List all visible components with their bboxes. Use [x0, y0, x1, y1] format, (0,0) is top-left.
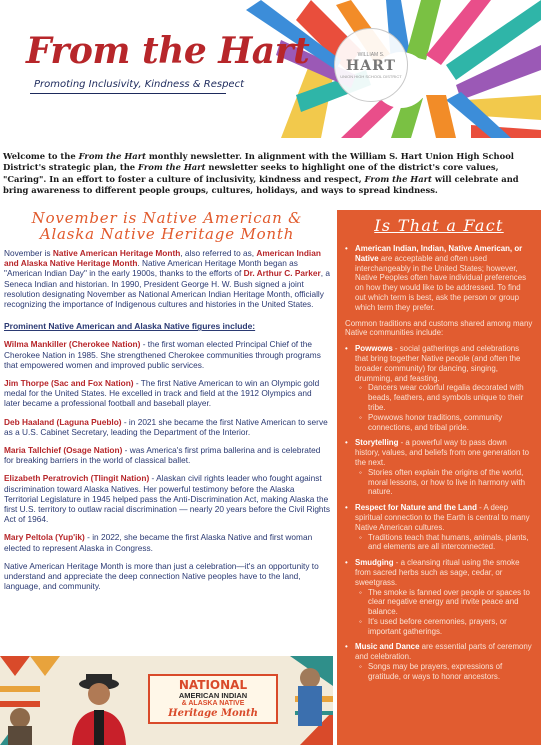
- text: , also referred to as,: [180, 248, 257, 258]
- tradition-sublist: [359, 662, 533, 682]
- tradition-term: Respect for Nature and the Land: [355, 503, 477, 513]
- tradition-subitem: ◦ It's used before ceremonies, prayers, or important gatherings.: [359, 617, 533, 637]
- text: . Native American Heritage Month began as "American Indian Day" in the early 1900s, thanks to the efforts of: [4, 258, 298, 279]
- figure-entry: [4, 378, 330, 409]
- tradition-subitem: ◦ Powwows honor traditions, community connections, and tribal pride.: [359, 413, 533, 433]
- text: , a Seneca Indian and historian. In 1990, President George H. W. Bush signed a joint resolution designating November as National American Indian Heritage Month, officially recognizing the importance of Indigenous cultures and histories in the United States.: [4, 268, 330, 310]
- tradition-item: [345, 642, 533, 681]
- tradition-sublist: [359, 588, 533, 637]
- closing-paragraph: Native American Heritage Month is more than just a celebration—it's an opportunity to understand and appreciate the deep connection Native peoples have to the land, language, and community.: [4, 560, 319, 592]
- common-traditions-intro: Common traditions and customs shared among many Native communities include:: [345, 318, 533, 338]
- figure-name: Maria Tallchief (Osage Nation): [4, 445, 123, 456]
- tradition-item: [345, 558, 533, 636]
- figures-heading: Prominent Native American and Alaska Native figures include:: [4, 321, 256, 332]
- heritage-month-badge: [148, 674, 278, 724]
- header: [0, 0, 541, 138]
- logo-bottom-text: UNION HIGH SCHOOL DISTRICT: [340, 73, 402, 79]
- logo-top-text: WILLIAM S.: [357, 51, 385, 58]
- tradition-text: - a cleansing ritual using the smoke from sacred herbs such as sage, cedar, or sweetgrass.: [355, 558, 520, 587]
- emphasis: Dr. Arthur C. Parker: [243, 268, 321, 279]
- facts-heading: Is That a Fact: [374, 216, 504, 235]
- intro-italic: From the Hart: [138, 162, 206, 173]
- tradition-item: [345, 344, 533, 432]
- heritage-month-column: [4, 210, 330, 591]
- intro-italic: From the Hart: [78, 151, 147, 161]
- tradition-sublist: [359, 533, 533, 553]
- intro-text: newsletter seeks to highlight one of the district's core values, "Caring". In an effort to foster a culture of inclusivity, kindness and respect,: [3, 162, 499, 184]
- intro-paragraph: [3, 151, 538, 196]
- figure-text: - The first Native American to win an Olympic gold medal for the United States. He excelled in track and field at the 1912 Olympics and later became a professional football and baseball player.: [4, 378, 320, 409]
- tradition-item: [345, 438, 533, 497]
- figure-text: - Alaskan civil rights leader who fought against discrimination toward Alaska Natives. Her powerful testimony before the Alaska Territorial Legislature in 1945 helped pass the Anti-Discrimination Act, making Alaska the first U.S. territory to outlaw racial discrimination — nearly 20 years before the Civil Rights Act of 1964.: [4, 473, 331, 525]
- tradition-term: Music and Dance: [355, 642, 420, 652]
- figure-entry: [4, 532, 330, 552]
- figure-name: Jim Thorpe (Sac and Fox Nation): [4, 378, 134, 389]
- figure-name: Elizabeth Peratrovich (Tlingit Nation): [4, 473, 150, 484]
- tradition-subitem: ◦ The smoke is fanned over people or spaces to clear negative energy and invite peace and balance.: [359, 588, 533, 617]
- fact-term: American Indian, Indian, Native American, or Native: [355, 244, 523, 263]
- emphasis: Native American Heritage Month: [52, 248, 181, 258]
- heritage-month-banner-image: [0, 656, 333, 745]
- figure-entry: [4, 445, 330, 465]
- fact-item: [345, 244, 533, 313]
- district-logo: [334, 28, 408, 102]
- facts-column: [337, 210, 541, 745]
- figure-entry: [4, 473, 330, 524]
- badge-line-2: AMERICAN INDIAN: [178, 691, 248, 700]
- tradition-subitem: ◦ Traditions teach that humans, animals, plants, and elements are all interconnected.: [359, 533, 533, 553]
- newsletter-subtitle: Promoting Inclusivity, Kindness & Respect: [34, 79, 245, 90]
- badge-line-1: NATIONAL: [178, 678, 248, 692]
- tradition-subitem: ◦ Stories often explain the origins of the world, moral lessons, or how to live in harmony with nature.: [359, 468, 533, 497]
- figure-text: - in 2021 she became the first Native American to serve as a U.S. Cabinet Secretary, leading the Department of the Interior.: [4, 416, 328, 437]
- figure-text: - was America's first prima ballerina and is celebrated for breaking barriers in the world of classical ballet.: [4, 445, 321, 466]
- tradition-term: Storytelling: [355, 438, 399, 448]
- subtitle-underline: [30, 93, 226, 94]
- figure-entry: [4, 339, 330, 370]
- fact-text: are acceptable and often used interchangeably in the United States; however, Native Peoples often have individual preferences on how they would like to be addressed. To find out which term is best, ask the person or group which term they prefer.: [355, 253, 527, 312]
- figure-name: Mary Peltola (Yup'ik): [4, 532, 85, 543]
- tradition-term: Powwows: [355, 344, 393, 354]
- emphasis: American Indian and Alaska Native Heritage Month: [4, 248, 321, 269]
- text: November is: [4, 248, 53, 258]
- tradition-text: are essential parts of ceremony and celebration.: [355, 642, 532, 662]
- intro-text: monthly newsletter. In alignment with the William S. Hart Union High School District's strategic plan, the: [3, 151, 514, 173]
- intro-text: Welcome to the: [3, 151, 79, 161]
- intro-italic: From the Hart: [364, 173, 432, 184]
- badge-line-3: & ALASKA NATIVE: [181, 700, 245, 707]
- intro-text: will celebrate and bring awareness to different people groups, cultures, holidays, and ways to spread kindness.: [3, 173, 519, 195]
- figure-name: Wilma Mankiller (Cherokee Nation): [4, 339, 141, 350]
- tradition-text: - a powerful way to pass down history, values, and beliefs from one generation to the next.: [355, 438, 529, 467]
- person-image: [64, 670, 134, 745]
- tradition-text: - A deep spiritual connection to the Earth is central to many Native American cultures.: [355, 503, 530, 532]
- heritage-intro: [4, 248, 330, 309]
- badge-line-4: Heritage Month: [168, 708, 258, 719]
- logo-main-text: HART: [346, 57, 396, 74]
- figure-text: - in 2022, she became the first Alaska Native and first woman elected to represent Alaska in Congress.: [4, 532, 313, 553]
- tradition-sublist: [359, 383, 533, 432]
- traditions-list: [345, 344, 533, 682]
- tradition-text: - social gatherings and celebrations that bring together Native people (and often the broader community) for dancing, singing, drumming, and feasting.: [355, 344, 521, 383]
- figure-entry: [4, 417, 330, 437]
- figure-name: Deb Haaland (Laguna Pueblo): [4, 416, 122, 427]
- facts-list: [345, 244, 533, 313]
- tradition-item: [345, 503, 533, 552]
- heritage-month-heading: November is Native American & Alaska Native Heritage Month: [31, 209, 303, 243]
- tradition-sublist: [359, 468, 533, 497]
- tradition-subitem: ◦ Dancers wear colorful regalia decorated with beads, feathers, and symbols unique to their tribe.: [359, 383, 533, 412]
- tradition-subitem: ◦ Songs may be prayers, expressions of gratitude, or ways to honor ancestors.: [359, 662, 533, 682]
- newsletter-title: From the Hart: [26, 30, 310, 72]
- figure-text: - the first woman elected Principal Chief of the Cherokee Nation in 1985. She strengthened Cherokee communities through programs that empowered women and improved public services.: [4, 339, 321, 370]
- tradition-term: Smudging: [355, 558, 394, 568]
